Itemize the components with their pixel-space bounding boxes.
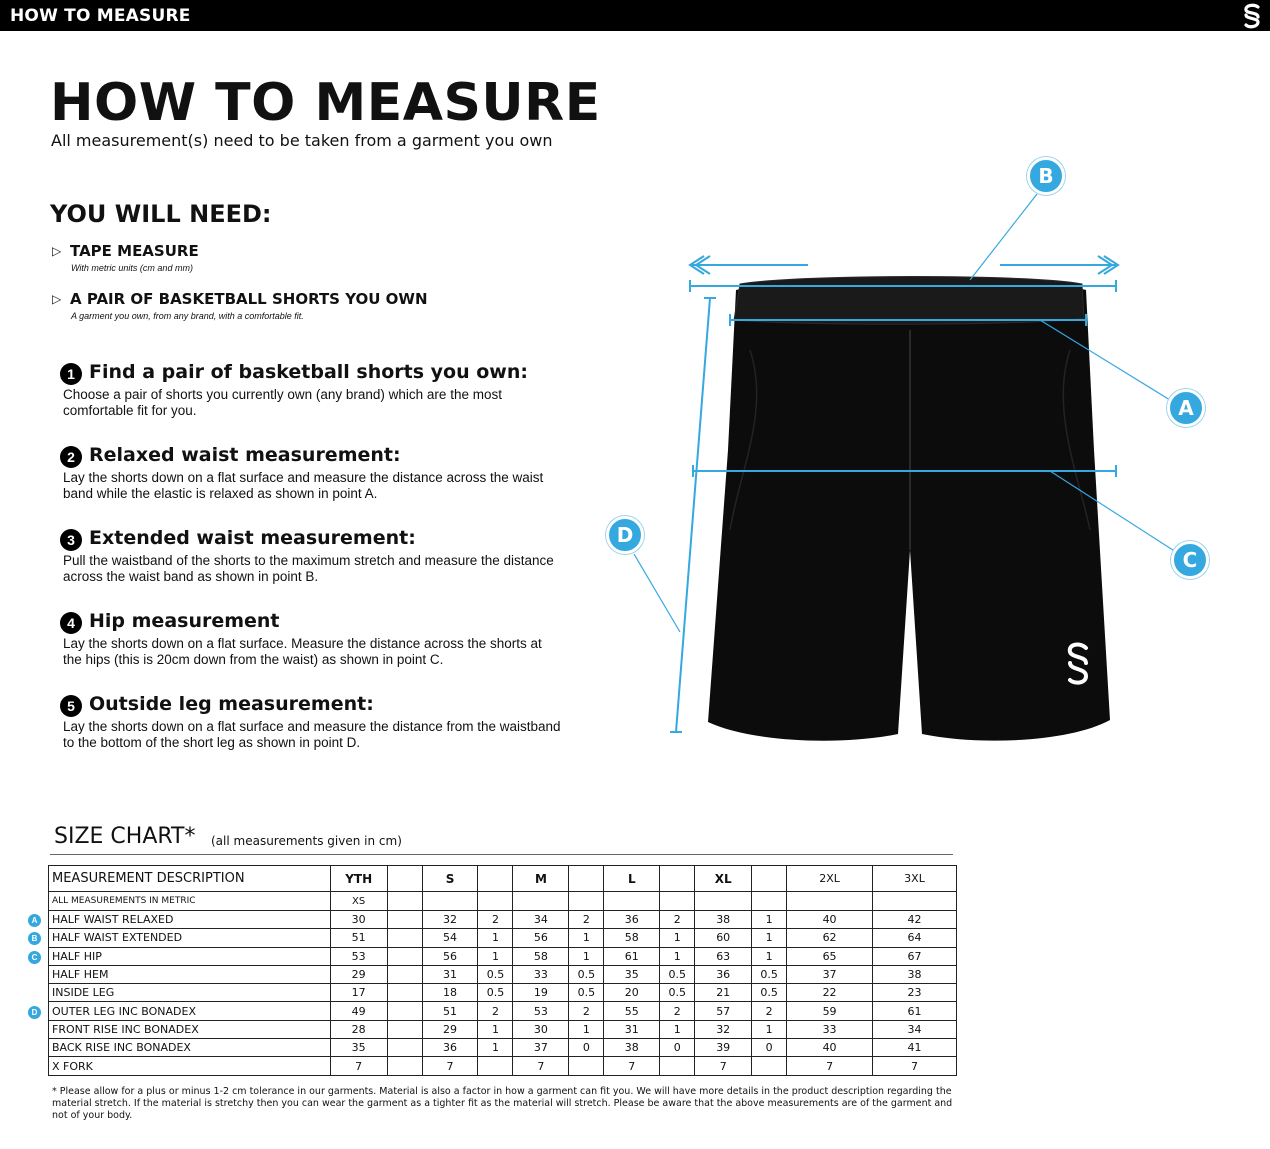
table-cell-description: BACK RISE INC BONADEX — [49, 1039, 331, 1057]
table-cell: 54 — [422, 929, 478, 947]
need-item-label: A PAIR OF BASKETBALL SHORTS YOU OWN — [70, 290, 428, 308]
table-cell: 0.5 — [569, 984, 604, 1002]
table-cell: 53 — [330, 947, 387, 965]
table-cell: 35 — [604, 965, 660, 983]
step-number-badge: 2 — [60, 446, 82, 468]
table-cell: 37 — [787, 965, 873, 983]
table-cell: 35 — [330, 1039, 387, 1057]
table-cell — [387, 947, 422, 965]
row-marker-d: D — [28, 1006, 41, 1019]
table-cell: L — [604, 866, 660, 892]
table-cell: 1 — [478, 929, 513, 947]
table-cell: 1 — [569, 947, 604, 965]
table-cell — [387, 929, 422, 947]
row-marker-b: B — [28, 932, 41, 945]
table-cell: 32 — [422, 911, 478, 929]
table-cell — [569, 892, 604, 911]
table-cell: 41 — [873, 1039, 957, 1057]
table-row — [49, 1039, 957, 1057]
table-row — [49, 1002, 957, 1020]
table-cell — [604, 892, 660, 911]
table-cell-description: FRONT RISE INC BONADEX — [49, 1020, 331, 1038]
table-cell: 1 — [660, 1020, 695, 1038]
table-cell: 0.5 — [478, 984, 513, 1002]
footnote: * Please allow for a plus or minus 1-2 cm tolerance in our garments. Material is also a factor in how a garment can fit you. We will have more details in the product description regarding the material stretch. If the material is stretchy then you can wear the garment as a tighter fit as the material will stretch. Please be aware that the above measurements are of the garment and not of your body. — [52, 1086, 953, 1121]
table-cell: 36 — [604, 911, 660, 929]
table-cell-description: HALF HEM — [49, 965, 331, 983]
marker-c: C — [1171, 541, 1209, 579]
table-cell-description: OUTER LEG INC BONADEX — [49, 1002, 331, 1020]
table-cell — [660, 866, 695, 892]
table-cell-description: MEASUREMENT DESCRIPTION — [49, 866, 331, 892]
table-cell: M — [513, 866, 569, 892]
table-subheader-row — [49, 892, 957, 911]
table-cell: 30 — [513, 1020, 569, 1038]
table-cell: 51 — [422, 1002, 478, 1020]
step-heading: Outside leg measurement: — [89, 693, 374, 715]
step-body: Pull the waistband of the shorts to the maximum stretch and measure the distance across the waist band as shown in point B. — [63, 553, 554, 584]
table-cell: 49 — [330, 1002, 387, 1020]
step-heading: Relaxed waist measurement: — [89, 444, 401, 466]
table-cell: 34 — [513, 911, 569, 929]
table-row — [49, 947, 957, 965]
divider — [50, 854, 953, 855]
table-cell: 56 — [422, 947, 478, 965]
table-cell: 2 — [569, 1002, 604, 1020]
table-cell: 19 — [513, 984, 569, 1002]
s-logo-icon — [1240, 3, 1264, 29]
table-cell: 58 — [604, 929, 660, 947]
table-cell — [873, 892, 957, 911]
you-will-need-heading: YOU WILL NEED: — [50, 200, 272, 228]
table-cell: 2XL — [787, 866, 873, 892]
table-cell — [422, 892, 478, 911]
need-item-note: With metric units (cm and mm) — [71, 263, 193, 273]
table-cell: 0 — [660, 1039, 695, 1057]
table-cell: 0.5 — [752, 965, 787, 983]
table-cell-description: X FORK — [49, 1057, 331, 1075]
table-cell: 39 — [695, 1039, 752, 1057]
table-cell — [387, 984, 422, 1002]
table-cell: 2 — [660, 1002, 695, 1020]
table-cell — [478, 892, 513, 911]
table-cell — [787, 892, 873, 911]
table-cell: 18 — [422, 984, 478, 1002]
table-cell: 1 — [478, 1020, 513, 1038]
table-cell: 7 — [513, 1057, 569, 1075]
table-cell: XL — [695, 866, 752, 892]
table-cell: 1 — [478, 947, 513, 965]
table-cell: 1 — [752, 947, 787, 965]
table-cell-description: ALL MEASUREMENTS IN METRIC — [49, 892, 331, 911]
table-cell — [387, 1039, 422, 1057]
table-cell — [752, 1057, 787, 1075]
table-cell-description: HALF HIP — [49, 947, 331, 965]
need-item-label: TAPE MEASURE — [70, 242, 199, 260]
table-cell: 2 — [478, 1002, 513, 1020]
table-cell — [478, 866, 513, 892]
step-body: Lay the shorts down on a flat surface and measure the distance across the waist band while the elastic is relaxed as shown in point A. — [63, 470, 544, 501]
table-cell: 36 — [422, 1039, 478, 1057]
table-cell: 0 — [752, 1039, 787, 1057]
table-cell — [387, 1057, 422, 1075]
table-cell: 42 — [873, 911, 957, 929]
table-cell — [569, 1057, 604, 1075]
table-cell: 7 — [422, 1057, 478, 1075]
table-cell: 1 — [660, 929, 695, 947]
table-cell: YTH — [330, 866, 387, 892]
step-body: Lay the shorts down on a flat surface and measure the distance from the waistband to the bottom of the short leg as shown in point D. — [63, 719, 561, 750]
table-row — [49, 965, 957, 983]
page-subtitle: All measurement(s) need to be taken from a garment you own — [51, 131, 553, 150]
table-cell: 0 — [569, 1039, 604, 1057]
table-cell: 60 — [695, 929, 752, 947]
table-cell: 0.5 — [569, 965, 604, 983]
table-cell: 53 — [513, 1002, 569, 1020]
table-cell: 37 — [513, 1039, 569, 1057]
marker-d: D — [606, 516, 644, 554]
table-cell: 1 — [569, 1020, 604, 1038]
table-cell: 2 — [752, 1002, 787, 1020]
table-cell: 21 — [695, 984, 752, 1002]
table-cell: 7 — [695, 1057, 752, 1075]
table-row — [49, 911, 957, 929]
table-cell: 32 — [695, 1020, 752, 1038]
table-cell: 3XL — [873, 866, 957, 892]
step-heading: Extended waist measurement: — [89, 527, 416, 549]
table-cell — [752, 866, 787, 892]
table-cell: 17 — [330, 984, 387, 1002]
table-cell: 30 — [330, 911, 387, 929]
table-cell: 23 — [873, 984, 957, 1002]
table-cell: 1 — [752, 1020, 787, 1038]
table-cell: 2 — [569, 911, 604, 929]
table-cell: 58 — [513, 947, 569, 965]
step-heading: Find a pair of basketball shorts you own: — [89, 361, 528, 383]
table-cell: 7 — [330, 1057, 387, 1075]
page-title: HOW TO MEASURE — [50, 73, 601, 133]
table-cell — [387, 911, 422, 929]
table-cell: 0.5 — [478, 965, 513, 983]
table-cell: 64 — [873, 929, 957, 947]
need-item-note: A garment you own, from any brand, with a comfortable fit. — [71, 311, 304, 321]
table-cell: 7 — [787, 1057, 873, 1075]
step-number-badge: 4 — [60, 612, 82, 634]
table-cell: 57 — [695, 1002, 752, 1020]
table-cell: 31 — [422, 965, 478, 983]
table-header-row — [49, 866, 957, 892]
table-cell — [513, 892, 569, 911]
step-body: Choose a pair of shorts you currently own (any brand) which are the most comfortable fit for you. — [63, 387, 502, 418]
step-number-badge: 3 — [60, 529, 82, 551]
top-bar-title: HOW TO MEASURE — [10, 6, 191, 26]
table-row — [49, 929, 957, 947]
table-cell — [660, 1057, 695, 1075]
table-cell: 56 — [513, 929, 569, 947]
step-body: Lay the shorts down on a flat surface. Measure the distance across the shorts at the hips (this is 20cm down from the waist) as shown in point C. — [63, 636, 542, 667]
table-cell: 1 — [569, 929, 604, 947]
table-cell: 1 — [752, 911, 787, 929]
marker-b: B — [1027, 157, 1065, 195]
table-cell: 38 — [604, 1039, 660, 1057]
table-cell — [478, 1057, 513, 1075]
step-number-badge: 5 — [60, 695, 82, 717]
table-cell: 40 — [787, 1039, 873, 1057]
table-cell: 38 — [873, 965, 957, 983]
triangle-bullet-icon: ▷ — [52, 244, 62, 258]
size-chart-table — [48, 865, 957, 1076]
table-cell: 28 — [330, 1020, 387, 1038]
table-cell — [752, 892, 787, 911]
table-cell: 55 — [604, 1002, 660, 1020]
table-cell: 1 — [660, 947, 695, 965]
table-cell — [387, 866, 422, 892]
table-cell: 40 — [787, 911, 873, 929]
table-cell: 36 — [695, 965, 752, 983]
table-cell: 0.5 — [752, 984, 787, 1002]
table-cell: 2 — [478, 911, 513, 929]
row-marker-a: A — [28, 914, 41, 927]
table-cell: 20 — [604, 984, 660, 1002]
row-marker-c: C — [28, 951, 41, 964]
table-cell: 29 — [330, 965, 387, 983]
table-cell — [695, 892, 752, 911]
table-cell — [387, 965, 422, 983]
table-cell: 0.5 — [660, 965, 695, 983]
size-chart-note: (all measurements given in cm) — [211, 834, 402, 848]
table-cell — [569, 866, 604, 892]
table-cell: 51 — [330, 929, 387, 947]
table-cell-description: HALF WAIST RELAXED — [49, 911, 331, 929]
table-cell: 67 — [873, 947, 957, 965]
top-bar — [0, 0, 1270, 31]
shorts-diagram — [600, 150, 1240, 750]
table-cell: 65 — [787, 947, 873, 965]
table-cell: 22 — [787, 984, 873, 1002]
table-cell: 29 — [422, 1020, 478, 1038]
table-cell-description: HALF WAIST EXTENDED — [49, 929, 331, 947]
table-cell-description: INSIDE LEG — [49, 984, 331, 1002]
table-cell — [387, 1002, 422, 1020]
table-cell: 33 — [787, 1020, 873, 1038]
table-cell: XS — [330, 892, 387, 911]
table-cell: 33 — [513, 965, 569, 983]
table-cell: 1 — [478, 1039, 513, 1057]
table-cell: 7 — [873, 1057, 957, 1075]
table-cell — [660, 892, 695, 911]
table-cell: S — [422, 866, 478, 892]
table-cell: 38 — [695, 911, 752, 929]
size-chart-title: SIZE CHART* — [54, 824, 196, 849]
table-row — [49, 1020, 957, 1038]
table-cell: 7 — [604, 1057, 660, 1075]
table-cell: 1 — [752, 929, 787, 947]
step-number-badge: 1 — [60, 363, 82, 385]
table-cell: 62 — [787, 929, 873, 947]
table-row — [49, 1057, 957, 1075]
triangle-bullet-icon: ▷ — [52, 292, 62, 306]
step-heading: Hip measurement — [89, 610, 280, 632]
table-cell: 61 — [604, 947, 660, 965]
table-cell: 63 — [695, 947, 752, 965]
table-row — [49, 984, 957, 1002]
table-cell: 2 — [660, 911, 695, 929]
table-cell: 0.5 — [660, 984, 695, 1002]
table-cell: 61 — [873, 1002, 957, 1020]
table-cell: 34 — [873, 1020, 957, 1038]
table-cell — [387, 1020, 422, 1038]
shorts-illustration — [600, 150, 1240, 750]
table-cell: 31 — [604, 1020, 660, 1038]
table-cell — [387, 892, 422, 911]
marker-a: A — [1167, 389, 1205, 427]
table-cell: 59 — [787, 1002, 873, 1020]
